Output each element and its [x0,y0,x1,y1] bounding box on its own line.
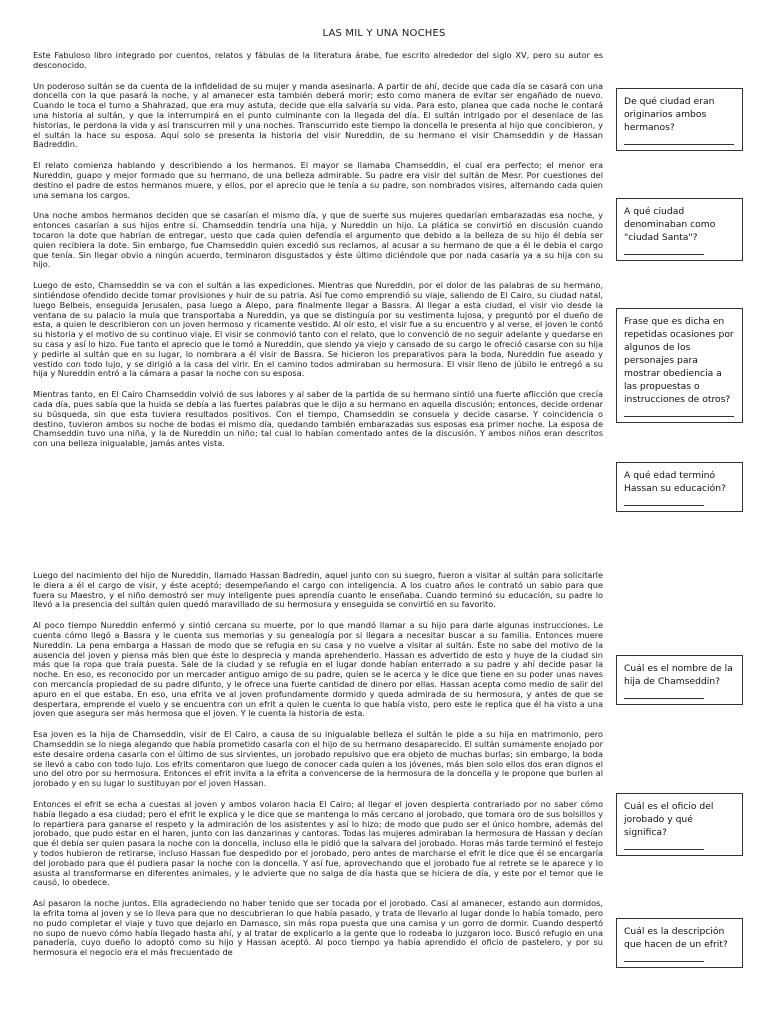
answer-line[interactable] [624,410,734,417]
paragraph: Luego de esto, Chamseddin se va con el sultán a las expediciones. Mientras que Nureddin, por el dolor de las palabras de su hermano, sintiéndose ofendido decide tomar provisiones y huir de su patria. Así fue como emprendió su viaje, saliendo de El Cairo, su ciudad natal, luego Belbeis, enseguida Jerusalen, pasa luego a Alepo, para finalmente llegar a Bassra. Al llegar a esta ciudad, el visir vio desde la ventana de su palacio la mula que transportaba a Nureddin, ya que se distinguía por su vestimenta lujosa, y preguntó por el dueño de esta, a quien le describieron con un joven hermoso y ricamente vestido. Al oír esto, el visir fue a su encuentro y al verse, el joven le contó su historia y el motivo de su continuo viaje. El visir se conmovió tanto con el relato, que lo convenció de no seguir adelante y quedarse en su casa y así lo hizo. Fue tanto el aprecio que le tomó a Nureddin, que siendo ya viejo y cansado de su cargo le ofreció casarse con su hija y pedirle al sultán que en su lugar, lo nombrara a él visir de Bassra. Se hicieron los preparativos para la boda, Nureddin fue aseado y vestido con todo lujo, y se dirigió a la casa del virir. En el camino todos admiraban su hermosura. El visir lleno de júbilo le entregó a su hija y Nureddin entró a la cámara a pasar la noche con su esposa. [33,280,603,379]
question-box [616,198,743,261]
text-column-bottom [33,571,603,969]
answer-line[interactable] [624,248,704,255]
text-column-top [33,51,603,460]
question-text: Frase que es dicha en repetidas ocasiones por algunos de los personajes para mostrar obediencia a las propuestas o instrucciones de otros? [624,316,734,405]
question-text: Cuál es el nombre de la hija de Chamseddin? [624,663,733,687]
paragraph: Al poco tiempo Nureddin enfermó y sintió cercana su muerte, por lo que mandó llamar a su hijo para darle algunas instrucciones. Le cuenta cómo llegó a Bassra y le cuenta sus memorias y su genealogía por si llegara a necesitar buscar a su familia. Entonces muere Nureddin. La pena embarga a Hassan de modo que se refugia en su casa y no vuelve a visitar al sultán. Éste no sabe del motivo de la ausencia del joven y piensa más bien que éste lo desprecia y manda aprehenderlo. Hassan es advertido de esto y huye de la ciudad sin más que la ropa que traía puesta. Sale de la ciudad y se refugia en el lugar donde habían enterrado a su padre y ahí decide pasar la noche. En eso, es reconocido por un mercader antiguo amigo de su padre, quien se le acerca y le dice que tiene en su poder unas naves con mercancía propiedad de su padre difunto, y le ofrece una fuerte cantidad de dinero por ellas. Hassan acepta como medio de salir del apuro en el que estaba. En eso, una efrita ve al joven profundamente dormido y queda admirada de su hermosura, y antes de que se despertara, emprende el vuelo y se encuentra con un efrit a quien le cuenta lo que había visto, pero este le replica que él ha visto a una joven que asegura ser más hermosa que el joven. Y le cuenta la historia de esta. [33,620,603,719]
question-box [616,88,743,151]
paragraph: Así pasaron la noche juntos. Ella agradeciendo no haber tenido que ser tocada por el jorobado. Casi al amanecer, estando aun dormidos, la efrita toma al joven y se lo lleva para que no descubrieran lo que había pasado, y trata de llevarlo al lugar donde lo había tomado, pero no pudo completar el viaje y tuvo que dejarlo en Damasco, sin más ropa puesta que una camisa y un gorro de dormir. Cuando despertó no supo de nuevo cómo había llegado hasta ahí, y al tratar de explicarlo a la gente que lo rodeaba lo juzgaron loco. Buscó refugio en una panadería, cuyo dueño lo adoptó como su hijo y Hassan aceptó. Al poco tiempo ya había aprendido el oficio de pastelero, y por su hermosura el negocio era el más frecuentado de [33,898,603,958]
question-box [616,655,743,705]
question-text: Cuál es el oficio del jorobado y qué significa? [624,801,714,838]
answer-line[interactable] [624,499,704,506]
question-text: De qué ciudad eran originarios ambos hermanos? [624,96,715,133]
question-box [616,793,743,856]
question-text: A qué edad terminó Hassan su educación? [624,470,726,494]
answer-line[interactable] [624,843,704,850]
question-text: A qué ciudad denominaban como "ciudad Santa"? [624,206,716,243]
answer-line[interactable] [624,692,704,699]
paragraph: Entonces el efrit se echa a cuestas al joven y ambos volaron hacia El Cairo; al llegar el joven despierta contrariado por no saber cómo había llegado a esa ciudad; pero el efrit le explica y le dice que se mantenga lo más cercano al jorobado, que tomara oro de sus bolsillos y lo repartiera para ganarse el respeto y la admiración de los asistentes y así lo hizo; de modo que pudo ser el único hombre, además del jorobado, que pudo estar en el haren, junto con las danzarinas y cantoras. Todas las mujeres admiraban la hermosura de Hassan y decían que él debía ser quien pasara la noche con la doncella, incluso ella le pidió que la salvara del jorobado. Horas más tarde terminó el festejo y todos hubieron de retirarse, incluso Hassan fue despedido por el jorobado, pero antes de marcharse el efrit le dice que él se encargaría del jorobado para que él pudiera pasar la noche con la doncella. Y así fue, aprovechando que el jorobado fue al retrete se le aparece y lo asusta al transformarse en diferentes animales, y le advierte que no salga de día hasta que se hiciera de día, y este por el temor que le causó, lo obedece. [33,798,603,888]
answer-line[interactable] [624,138,734,145]
paragraph: Esa joven es la hija de Chamseddin, visir de El Cairo, a causa de su inigualable belleza el sultán le pide a su hija en matrimonio, pero Chamseddin se lo niega alegando que había prometido casarla con el hijo de su hermano desaparecido. El sultán sumamente enojado por este desaire ordena casarla con el último de sus sirvientes, un jorobado repulsivo que era objeto de muchas burlas; sin embargo, la boda se llevó a cabo con todo lujo. Los efrits comentaron que luego de conocer cada quien a los jóvenes, más bien solo ellos dos eran dignos el uno del otro por su hermosura. Entonces el efrit invita a la efrita a convencerse de la hermosura de la doncella y le propone que burlen al jorobado y en su lugar lo sustituyan por el joven Hassan. [33,729,603,789]
paragraph: Mientras tanto, en El Cairo Chamseddin volvió de sus labores y al saber de la partida de su hermano sintió una fuerte aflicción que crecía cada día, pues sabía que la huida se debía a las fuertes palabras que le dijo a su hermano en aquella discusión; entonces, decide ordenar su búsqueda, sin que esta tuviera resultados positivos. Con el tiempo, Chamseddin se consuela y decide casarse. Y coincidencia o destino, tuvieron ambos su noche de bodas el mismo día, quedando también embarazadas sus esposas esa primer noche. La esposa de Chamseddin tuvo una niña, y la de Nureddin un niño; tal cual lo habían comentado antes de la discusión. Y ambos niños eran descritos con una belleza inigualable, jamás antes vista. [33,389,603,449]
question-text: Cuál es la descripción que hacen de un efrit? [624,926,728,950]
answer-line[interactable] [624,955,704,962]
paragraph: Un poderoso sultán se da cuenta de la infidelidad de su mujer y manda asesinarla. A partir de ahí, decide que cada día se casará con una doncella con la que pasará la noche, y al amanecer esta también deberá morir; esto como manera de evitar ser engañado de nuevo. Cuando le toca el turno a Shahrazad, que era muy astuta, decide que ella salvaría su vida. Para esto, planea que cada noche le contará una historia al sultán, y que la interrumpirá en el punto culminante con la llegada del día. El sultán intrigado por el desenlace de las historias, le perdona la vida y así transcurren mil y una noches. Transcurrido este tiempo la doncella le presenta al hijo que concibieron, y el sultán la hace su esposa. Aquí solo se presenta la historia del visir Nureddin, de su hermano el visir Chamseddin y de Hassan Badreddin. [33,80,603,150]
question-box [616,462,743,512]
paragraph: El relato comienza hablando y describiendo a los hermanos. El mayor se llamaba Chamseddin, el cual era perfecto; el menor era Nureddin, guapo y mejor formado que su hermano, de una belleza admirable. Su padre era visir del sultán de Mesr. Por cuestiones del destino el padre de estos hermanos muere, y ellos, por el aprecio que le tenía a su padre, son nombrados visires, alternando cada quien una semana los cargos. [33,160,603,200]
paragraph: Este Fabuloso libro integrado por cuentos, relatos y fábulas de la literatura árabe, fue escrito alrededor del siglo XV, pero su autor es desconocido. [33,50,603,70]
question-box [616,308,743,423]
paragraph: Una noche ambos hermanos deciden que se casarían el mismo día, y que de suerte sus mujeres quedarían embarazadas esa noche, y entonces casarían a sus hijos entre sí. Chamseddin tendría una hija, y Nureddin un hijo. La plática se convirtió en discusión cuando tocaron la dote que habrían de entregar, uesto que cada quien defendía el argumento que debido a la belleza de su hijo él debía ser quien recibiera la dote. Sin embargo, fue Chamseddin quien excedió sus reclamos, al acusar a su hermano de que a él le debía el cargo que tenía. Sin llegar obvio a ningún acuerdo, terminaron disgustados y éste último diciéndole que por nada casaría ya a su hija con su hijo. [33,210,603,270]
question-box [616,918,743,968]
paragraph: Luego del nacimiento del hijo de Nureddin, llamado Hassan Badredin, aquel junto con su suegro, fueron a visitar al sultán para solicitarle le diera a él el cargo de visir, y éste aceptó; desempeñando el cargo con inteligencia. A los cuatro años le contrató un sabio para que fuera su Maestro, y el niño demostró ser muy inteligente pues aprendía cuanto le enseñaba. Cuando terminó su educación, su padre lo llevó a la presencia del sultán quien quedó maravillado de su hermosura y enseguida se convirtió en su favorito. [33,570,603,610]
page-title: LAS MIL Y UNA NOCHES [322,28,446,39]
